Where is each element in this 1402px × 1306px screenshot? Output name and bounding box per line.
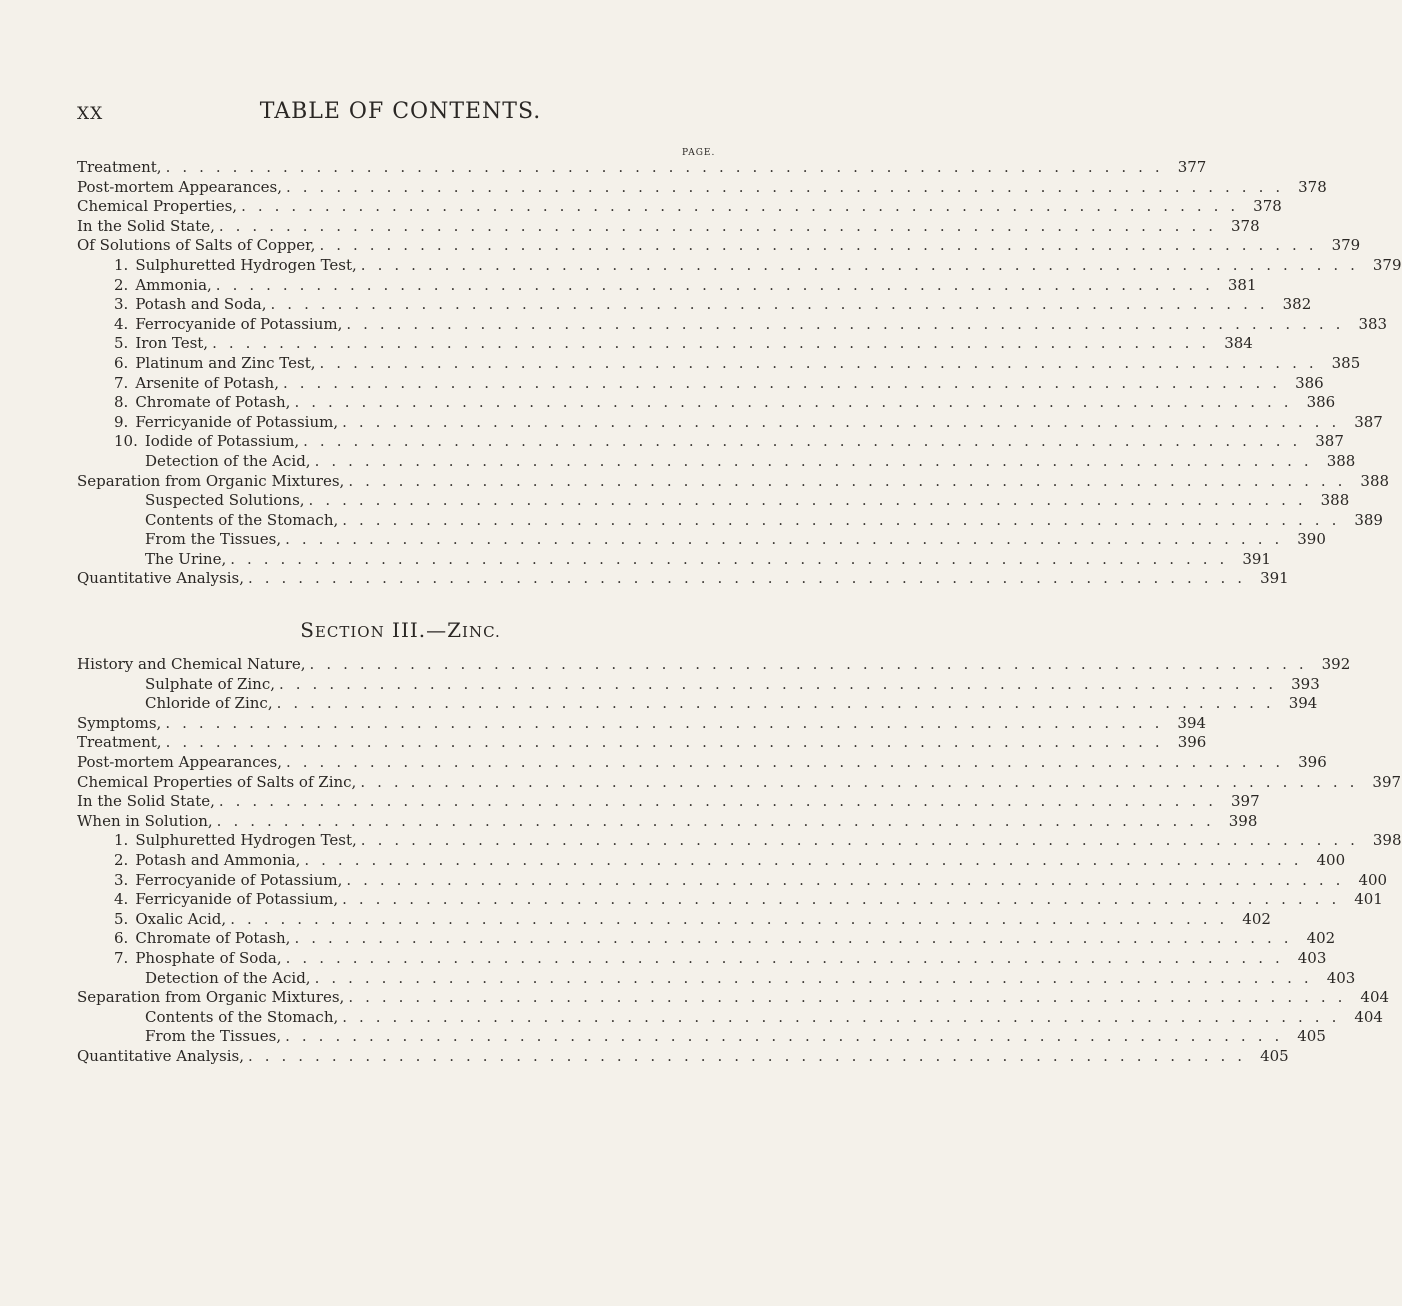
- toc-entry-title: Quantitative Analysis,: [77, 569, 244, 588]
- toc-entry: [77, 870, 1388, 891]
- toc-entry-number: 1.: [114, 255, 129, 274]
- toc-entry: [77, 772, 1402, 793]
- toc-entry: [77, 674, 1320, 695]
- toc-entry-page: 396: [1177, 733, 1207, 752]
- leader-dots: ............................................................: [360, 772, 1367, 791]
- toc-entry: [77, 197, 1282, 217]
- toc-entry-number: 6.: [114, 353, 129, 372]
- toc-entry-number: 2.: [114, 850, 129, 869]
- leader-dots: ............................................................: [230, 549, 1237, 568]
- toc-entry-page: 379: [1331, 236, 1361, 255]
- toc-entry: [77, 1046, 1289, 1067]
- toc-entry: [77, 510, 1383, 531]
- toc-entry-page: 387: [1315, 432, 1344, 451]
- leader-dots: ............................................................: [276, 694, 1283, 713]
- toc-entry: [77, 569, 1289, 589]
- toc-entry-page: 402: [1306, 929, 1336, 948]
- toc-entry-page: 403: [1326, 968, 1356, 987]
- toc-entry-page: 398: [1228, 811, 1258, 830]
- toc-entry-page: 391: [1242, 549, 1271, 568]
- leader-dots: ............................................................: [314, 451, 1321, 470]
- leader-dots: ............................................................: [314, 968, 1321, 987]
- toc-entry-page: 398: [1372, 831, 1402, 850]
- leader-dots: ............................................................: [241, 197, 1248, 216]
- toc-entry-title: Suspected Solutions,: [145, 491, 305, 510]
- toc-entry: [77, 929, 1336, 949]
- section-heading-inc: INC.: [462, 623, 501, 641]
- toc-entry-title: Ferricyanide of Potassium,: [135, 412, 339, 431]
- toc-entry: [77, 314, 1388, 335]
- leader-dots: ............................................................: [342, 510, 1349, 529]
- leader-dots: ............................................................: [342, 412, 1349, 431]
- toc-entry: [77, 412, 1383, 433]
- toc-entry-page: 379: [1372, 255, 1402, 274]
- toc-entry: [77, 792, 1260, 812]
- toc-entry-title: Sulphate of Zinc,: [145, 674, 276, 693]
- toc-entry-number: 9.: [114, 412, 129, 431]
- section-heading-middle: III.—Z: [384, 618, 463, 642]
- toc-entry-page: 378: [1230, 216, 1260, 235]
- toc-entry: [77, 373, 1324, 394]
- leader-dots: ............................................................: [348, 988, 1355, 1007]
- toc-entry: [77, 158, 1207, 178]
- toc-entry-title: History and Chemical Nature,: [77, 655, 306, 673]
- leader-dots: ............................................................: [294, 393, 1301, 412]
- toc-entry-number: 5.: [114, 909, 129, 928]
- toc-entry: [77, 216, 1260, 237]
- toc-entry-page: 384: [1224, 334, 1253, 353]
- toc-entry-title: Platinum and Zinc Test,: [135, 353, 316, 372]
- toc-entry-page: 378: [1298, 177, 1327, 196]
- leader-dots: ............................................................: [319, 236, 1326, 255]
- leader-dots: ............................................................: [286, 177, 1293, 196]
- leader-dots: ............................................................: [342, 890, 1349, 909]
- toc-entry-title: Post-mortem Appearances,: [77, 752, 283, 771]
- toc-entry-page: 378: [1253, 197, 1282, 216]
- leader-dots: ............................................................: [285, 1027, 1292, 1046]
- toc-entry-page: 396: [1298, 752, 1327, 771]
- toc-entry-title: Ammonia,: [135, 275, 212, 294]
- toc-entry-title: Chromate of Potash,: [135, 393, 291, 412]
- toc-entry: [77, 948, 1327, 969]
- toc-entry-title: From the Tissues,: [145, 530, 282, 549]
- leader-dots: ............................................................: [218, 216, 1225, 235]
- toc-entry-number: 3.: [114, 870, 129, 889]
- toc-entry: [77, 811, 1258, 832]
- toc-entry-page: 400: [1316, 850, 1346, 869]
- toc-entry-title: Ferrocyanide of Potassium,: [135, 314, 343, 333]
- copper-toc-list: [77, 158, 1402, 589]
- toc-entry: [77, 831, 1402, 851]
- leader-dots: ............................................................: [247, 569, 1255, 588]
- leader-dots: ............................................................: [216, 811, 1223, 830]
- leader-dots: ............................................................: [279, 674, 1286, 693]
- toc-entry-title: Treatment,: [77, 733, 162, 752]
- leader-dots: ............................................................: [247, 1046, 1255, 1065]
- toc-entry: [77, 236, 1361, 256]
- toc-entry-page: 402: [1242, 909, 1271, 928]
- toc-entry-title: Post-mortem Appearances,: [77, 177, 283, 196]
- toc-entry-title: Chemical Properties of Salts of Zinc,: [77, 772, 357, 791]
- leader-dots: ............................................................: [346, 870, 1353, 889]
- toc-entry: [77, 549, 1271, 570]
- toc-entry: [77, 177, 1327, 198]
- toc-entry-number: 3.: [114, 295, 129, 314]
- toc-entry-title: Arsenite of Potash,: [135, 373, 279, 392]
- leader-dots: ............................................................: [360, 255, 1367, 274]
- toc-entry-title: Treatment,: [77, 158, 162, 176]
- toc-entry: [77, 530, 1326, 550]
- toc-entry: [77, 255, 1402, 276]
- toc-entry: [77, 491, 1350, 511]
- toc-entry-title: Chloride of Zinc,: [145, 694, 273, 713]
- toc-entry-page: 393: [1291, 674, 1320, 693]
- leader-dots: ............................................................: [303, 432, 1310, 451]
- toc-entry-title: Iodide of Potassium,: [144, 432, 300, 451]
- toc-entry-page: 386: [1295, 373, 1324, 392]
- toc-entry-page: 405: [1297, 1027, 1326, 1046]
- toc-entry-title: Sulphuretted Hydrogen Test,: [135, 255, 357, 274]
- leader-dots: ............................................................: [165, 713, 1172, 732]
- toc-entry-page: 382: [1282, 295, 1312, 314]
- toc-entry-title: Oxalic Acid,: [135, 909, 227, 928]
- toc-entry-page: 377: [1177, 158, 1207, 176]
- toc-entry-page: 389: [1354, 510, 1383, 529]
- toc-entry: [77, 850, 1346, 871]
- toc-entry-title: Ferricyanide of Potassium,: [135, 890, 339, 909]
- toc-entry-page: 403: [1297, 948, 1327, 967]
- toc-entry-number: 2.: [114, 275, 129, 294]
- toc-entry-title: Separation from Organic Mixtures,: [77, 471, 345, 490]
- toc-entry-page: 394: [1177, 713, 1207, 732]
- toc-entry-page: 385: [1331, 353, 1361, 372]
- toc-entry-number: 4.: [114, 314, 129, 333]
- toc-entry: [77, 275, 1257, 296]
- toc-entry-page: 400: [1358, 870, 1388, 889]
- toc-entry-page: 397: [1230, 792, 1260, 811]
- toc-entry-title: Quantitative Analysis,: [77, 1046, 244, 1065]
- toc-entry: [77, 432, 1344, 452]
- toc-entry-title: Detection of the Acid,: [145, 968, 311, 987]
- toc-entry-number: 1.: [114, 831, 129, 850]
- toc-entry: [77, 733, 1207, 753]
- zinc-toc-list: [77, 655, 1402, 1066]
- toc-entry-title: In the Solid State,: [77, 792, 215, 811]
- toc-entry: [77, 334, 1253, 354]
- toc-entry-title: Sulphuretted Hydrogen Test,: [135, 831, 357, 850]
- toc-entry-title: Separation from Organic Mixtures,: [77, 988, 345, 1007]
- toc-entry-title: Symptoms,: [77, 713, 162, 732]
- toc-entry: [77, 713, 1207, 734]
- toc-entry-page: 401: [1354, 890, 1383, 909]
- toc-entry-title: Chromate of Potash,: [135, 929, 291, 948]
- toc-entry-title: From the Tissues,: [145, 1027, 282, 1046]
- toc-entry: [77, 353, 1361, 374]
- toc-entry-number: 7.: [114, 948, 129, 967]
- leader-dots: ............................................................: [218, 792, 1225, 811]
- toc-entry-title: Potash and Ammonia,: [135, 850, 301, 869]
- toc-entry: [77, 909, 1271, 930]
- toc-entry-title: Contents of the Stomach,: [145, 1007, 339, 1026]
- toc-entry-page: 387: [1354, 412, 1383, 431]
- toc-entry-page: 388: [1320, 491, 1350, 510]
- toc-entry: [77, 295, 1312, 315]
- toc-entry-page: 388: [1326, 451, 1356, 470]
- leader-dots: ............................................................: [348, 471, 1355, 490]
- leader-dots: ............................................................: [212, 334, 1219, 353]
- section-heading-ection: ECTION: [314, 623, 385, 641]
- toc-entry-number: 10.: [114, 432, 138, 451]
- toc-entry-page: 392: [1321, 655, 1351, 673]
- toc-entry-page: 404: [1360, 988, 1390, 1007]
- toc-entry-page: 388: [1360, 471, 1390, 490]
- leader-dots: ............................................................: [270, 295, 1277, 314]
- toc-entry: [77, 655, 1351, 675]
- leader-dots: ............................................................: [165, 733, 1172, 752]
- toc-entry-title: Of Solutions of Salts of Copper,: [77, 236, 316, 255]
- leader-dots: ............................................................: [215, 275, 1222, 294]
- toc-entry-page: 391: [1260, 569, 1289, 588]
- toc-entry: [77, 1007, 1383, 1028]
- leader-dots: ............................................................: [304, 850, 1311, 869]
- leader-dots: ............................................................: [360, 831, 1367, 850]
- toc-entry-page: 390: [1297, 530, 1326, 549]
- toc-entry-title: Chemical Properties,: [77, 197, 238, 216]
- toc-entry: [77, 988, 1390, 1008]
- page-number: XX: [77, 104, 104, 124]
- toc-entry-number: 6.: [114, 929, 129, 948]
- leader-dots: ............................................................: [309, 655, 1316, 673]
- toc-entry-number: 4.: [114, 890, 129, 909]
- toc-entry: [77, 890, 1383, 910]
- toc-entry-title: When in Solution,: [77, 811, 213, 830]
- toc-entry-page: 405: [1260, 1046, 1289, 1065]
- toc-entry: [77, 968, 1356, 989]
- leader-dots: ............................................................: [230, 909, 1237, 928]
- toc-entry-page: 404: [1354, 1007, 1383, 1026]
- page-title: TABLE OF CONTENTS.: [259, 99, 542, 124]
- leader-dots: ............................................................: [286, 752, 1293, 771]
- toc-entry-title: Detection of the Acid,: [145, 451, 311, 470]
- section-heading: [0, 618, 801, 642]
- toc-entry: [77, 1027, 1326, 1047]
- toc-entry-title: Contents of the Stomach,: [145, 510, 339, 529]
- toc-entry-title: Potash and Soda,: [135, 295, 267, 314]
- toc-entry-page: 394: [1288, 694, 1318, 713]
- toc-entry-number: 8.: [114, 393, 129, 412]
- toc-entry-page: 381: [1227, 275, 1257, 294]
- leader-dots: ............................................................: [342, 1007, 1349, 1026]
- toc-entry-title: Phosphate of Soda,: [135, 948, 282, 967]
- leader-dots: ............................................................: [294, 929, 1301, 948]
- toc-entry: [77, 471, 1390, 492]
- leader-dots: ............................................................: [165, 158, 1172, 176]
- toc-entry-page: 386: [1306, 393, 1336, 412]
- leader-dots: ............................................................: [319, 353, 1326, 372]
- toc-entry-title: The Urine,: [145, 549, 227, 568]
- leader-dots: ............................................................: [285, 948, 1292, 967]
- leader-dots: ............................................................: [282, 373, 1290, 392]
- section-heading-s: S: [300, 618, 315, 642]
- toc-entry: [77, 451, 1356, 472]
- page-column-label: PAGE.: [682, 148, 716, 158]
- toc-entry-number: 7.: [114, 373, 129, 392]
- leader-dots: ............................................................: [285, 530, 1292, 549]
- toc-entry-page: 397: [1372, 772, 1402, 791]
- toc-entry: [77, 752, 1327, 773]
- toc-entry: [77, 393, 1336, 413]
- leader-dots: ............................................................: [308, 491, 1315, 510]
- toc-entry-number: 5.: [114, 334, 129, 353]
- toc-entry-page: 383: [1358, 314, 1388, 333]
- toc-entry: [77, 694, 1318, 714]
- toc-entry-title: Ferrocyanide of Potassium,: [135, 870, 343, 889]
- toc-entry-title: Iron Test,: [135, 334, 209, 353]
- toc-entry-title: In the Solid State,: [77, 216, 215, 235]
- leader-dots: ............................................................: [346, 314, 1353, 333]
